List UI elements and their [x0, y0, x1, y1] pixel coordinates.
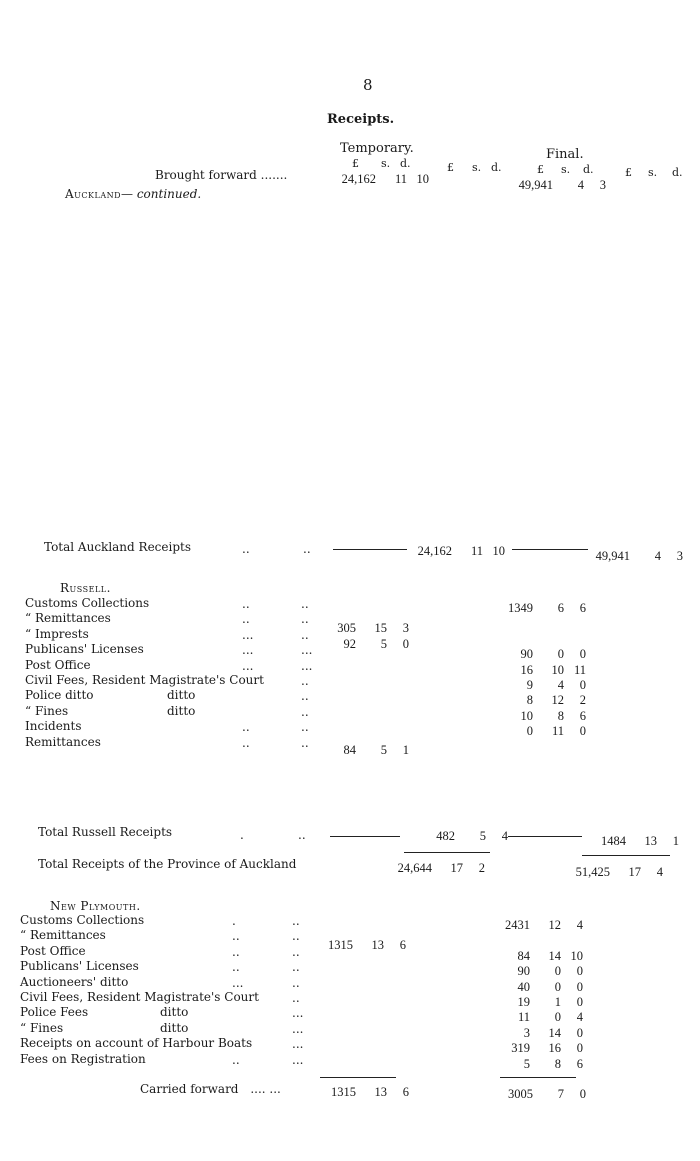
line-item-label: Civil Fees, Resident Magistrate's Court [20, 990, 259, 1004]
province-total-final-shillings: 17 [628, 865, 641, 879]
line-item-label: “ Remittances [25, 611, 111, 626]
line-item-final-shillings: 6 [557, 601, 564, 615]
column-unit-pence: d. [583, 163, 594, 176]
carried-forward-label [140, 1082, 281, 1096]
brought-forward-label [155, 168, 287, 182]
line-item-label: “ Remittances [20, 928, 106, 943]
carried-forward-temp-pence: 6 [402, 1085, 409, 1099]
line-item-temp-shillings: 13 [371, 938, 384, 953]
line-item-final-pence: 4 [576, 1010, 583, 1025]
line-item-final-pounds: 11 [517, 1010, 530, 1025]
line-item-final-pence: 0 [576, 1025, 583, 1040]
russell-total-temp-pounds: 482 [436, 829, 455, 843]
total-rule [582, 855, 670, 856]
auckland-total-final-pounds: 49,941 [595, 549, 630, 563]
leader-dots: ... [292, 1037, 304, 1052]
total-rule [404, 852, 490, 853]
leader-dots: .. [292, 960, 300, 975]
line-item-final-pounds: 319 [511, 1041, 530, 1056]
column-unit-pound: £ [537, 163, 544, 176]
line-item-final-pence: 0 [579, 724, 586, 739]
line-item-final-shillings: 0 [554, 979, 561, 994]
line-item-final-pounds: 0 [526, 724, 533, 739]
auckland-total-final-shillings: 4 [654, 549, 661, 563]
line-item-label: “ Imprests [25, 626, 89, 641]
carried-forward-dots: .... ... [250, 1082, 281, 1096]
line-item-label: Receipts on account of Harbour Boats [20, 1036, 253, 1051]
leader-dots: .. [232, 944, 240, 959]
column-unit-pound: £ [447, 161, 454, 174]
column-unit-pound: £ [625, 166, 632, 179]
line-item-final-pounds: 84 [517, 948, 530, 963]
column-unit-pound: £ [352, 157, 359, 170]
brought-forward-dots: ....... [260, 168, 288, 182]
line-item-final-shillings: 14 [548, 1025, 561, 1040]
total-russell-label: Total Russell Receipts [38, 825, 173, 839]
subtotal-rule [320, 1077, 396, 1078]
line-item-label: Incidents [25, 719, 82, 734]
line-item-final-pence: 6 [579, 708, 586, 723]
line-item-final-pence: 4 [576, 918, 583, 932]
leader-dots: . [240, 828, 244, 842]
brought-forward-temp-pence: 10 [416, 172, 429, 186]
leader-dots: .. [301, 704, 309, 719]
line-item-final-pounds: 10 [520, 708, 533, 723]
ditto-mark: ditto [160, 1020, 189, 1035]
line-item-label: Customs Collections [25, 596, 150, 610]
line-item-temp-pounds: 1315 [328, 938, 353, 953]
russell-total-final-pence: 1 [672, 834, 679, 848]
province-total-temp-pounds: 24,644 [397, 861, 432, 875]
leader-dots: .. [242, 597, 250, 611]
leader-dots: ... [242, 658, 254, 673]
line-item-final-pounds: 9 [526, 678, 533, 692]
line-item-final-pence: 0 [579, 647, 586, 662]
leader-dots: .. [242, 735, 250, 750]
line-item-final-shillings: 12 [551, 693, 564, 708]
line-item-label: Fees on Registration [20, 1051, 146, 1066]
line-item-final-shillings: 12 [548, 918, 561, 932]
carried-forward-final-shillings: 7 [557, 1087, 564, 1101]
auckland-continued: — continued. [121, 187, 202, 201]
new-plymouth-heading: New Plymouth. [50, 899, 141, 913]
russell-total-temp-pence: 4 [501, 829, 508, 843]
line-item-temp-pence: 1 [402, 742, 409, 757]
line-item-label: Auctioneers' ditto [20, 974, 129, 989]
line-item-label: Post Office [25, 657, 91, 672]
line-item-final-pence: 11 [573, 662, 586, 677]
line-item-temp-pence: 0 [402, 636, 409, 651]
column-unit-shilling: s. [561, 163, 571, 176]
province-total-label: Total Receipts of the Province of Auckland [38, 857, 297, 871]
leader-dots: ... [242, 643, 254, 658]
leader-dots: .. [301, 627, 309, 642]
russell-heading: Russell. [60, 581, 111, 595]
province-total-temp-shillings: 17 [450, 861, 463, 875]
province-total-final-pence: 4 [656, 865, 663, 879]
line-item-final-pence: 6 [579, 601, 586, 615]
line-item-temp-pence: 3 [402, 621, 409, 636]
leader-dots: .. [292, 991, 300, 1005]
leader-dots: .. [242, 542, 250, 556]
auckland-total-final-pence: 3 [676, 549, 683, 563]
carried-forward-temp-pounds: 1315 [331, 1085, 356, 1099]
leader-dots: . [232, 914, 236, 928]
line-item-final-pounds: 40 [517, 979, 530, 994]
line-item-label: Civil Fees, Resident Magistrate's Court [25, 673, 264, 687]
line-item-final-pounds: 16 [520, 662, 533, 677]
leader-dots: ... [292, 1006, 304, 1021]
column-unit-shilling: s. [381, 157, 391, 170]
brought-forward-temp-shillings: 11 [394, 172, 407, 186]
line-item-final-shillings: 16 [548, 1041, 561, 1056]
line-item-final-shillings: 8 [557, 708, 564, 723]
line-item-temp-shillings: 5 [380, 742, 387, 757]
leader-dots: .. [292, 944, 300, 959]
column-unit-pence: d. [491, 161, 502, 174]
subtotal-rule [500, 1077, 576, 1078]
leader-dots: .. [242, 720, 250, 735]
line-item-final-shillings: 4 [557, 678, 564, 692]
province-total-final-pounds: 51,425 [575, 865, 610, 879]
auckland-heading [65, 187, 201, 201]
carried-forward-text: Carried forward [140, 1082, 239, 1096]
auckland-total-temp-shillings: 11 [470, 544, 483, 558]
carried-forward-final-pounds: 3005 [508, 1087, 533, 1101]
line-item-final-pence: 0 [576, 995, 583, 1009]
leader-dots: .. [301, 674, 309, 688]
line-item-temp-pence: 6 [399, 938, 406, 953]
line-item-final-pence: 0 [576, 1041, 583, 1056]
final-column-heading: Final. [546, 147, 584, 162]
ditto-mark: ditto [167, 703, 196, 718]
brought-forward-text: Brought forward [155, 168, 257, 182]
line-item-final-shillings: 1 [554, 995, 561, 1009]
line-item-label: Police Fees [20, 1005, 89, 1020]
leader-dots: .. [292, 929, 300, 944]
line-item-final-shillings: 0 [554, 964, 561, 979]
line-item-final-shillings: 8 [554, 1056, 561, 1071]
leader-dots: .. [232, 960, 240, 975]
leader-dots: .. [232, 929, 240, 944]
temporary-column-heading: Temporary. [340, 141, 414, 156]
line-item-final-pence: 2 [579, 693, 586, 708]
line-item-final-pounds: 90 [520, 647, 533, 662]
leader-dots: .. [292, 975, 300, 990]
leader-dots: .. [292, 914, 300, 928]
line-item-label: “ Fines [20, 1020, 64, 1035]
leader-dots: .. [232, 1052, 240, 1067]
line-item-final-shillings: 0 [557, 647, 564, 662]
line-item-final-pence: 6 [576, 1056, 583, 1071]
leader-dots: ... [232, 975, 244, 990]
line-item-temp-pounds: 84 [343, 742, 356, 757]
line-item-label: Remittances [25, 734, 101, 749]
leader-dots: .. [303, 542, 311, 556]
carried-forward-final-pence: 0 [579, 1087, 586, 1101]
auckland-total-temp-pence: 10 [492, 544, 505, 558]
leader-dots: .. [298, 828, 306, 842]
leader-dots: .. [242, 612, 250, 627]
russell-total-final-shillings: 13 [644, 834, 657, 848]
line-item-final-pence: 0 [579, 678, 586, 692]
leader-dots: ... [292, 1021, 304, 1036]
line-item-label: Publicans' Licenses [20, 959, 139, 974]
line-item-final-shillings: 14 [548, 948, 561, 963]
carried-forward-temp-shillings: 13 [374, 1085, 387, 1099]
line-item-label: Police ditto [25, 688, 94, 703]
line-item-final-pounds: 5 [523, 1056, 530, 1071]
line-item-label: Publicans' Licenses [25, 642, 144, 657]
brought-forward-final-pence: 3 [599, 178, 606, 192]
line-item-final-pounds: 1349 [508, 601, 533, 615]
leader-dots: ... [292, 1052, 304, 1067]
auckland-name: Auckland [65, 187, 122, 201]
line-item-final-pounds: 90 [517, 964, 530, 979]
leader-dots: ... [242, 627, 254, 642]
leader-dots: .. [301, 689, 309, 704]
leader-dots: .. [301, 597, 309, 611]
leader-dots: ... [301, 658, 313, 673]
ditto-mark: ditto [160, 1005, 189, 1020]
total-auckland-label: Total Auckland Receipts [44, 540, 191, 554]
brought-forward-final-pounds: 49,941 [518, 178, 553, 192]
line-item-final-pounds: 2431 [505, 918, 530, 932]
leader-dots: ... [301, 643, 313, 658]
brought-forward-final-shillings: 4 [577, 178, 584, 192]
line-item-temp-shillings: 5 [380, 636, 387, 651]
line-item-label: “ Fines [25, 703, 69, 718]
leader-dots: .. [301, 612, 309, 627]
leader-dots: .. [301, 720, 309, 735]
page-title: Receipts. [327, 112, 395, 127]
line-item-label: Post Office [20, 943, 86, 958]
russell-total-temp-shillings: 5 [479, 829, 486, 843]
line-item-temp-shillings: 15 [374, 621, 387, 636]
column-unit-pence: d. [400, 157, 411, 170]
line-item-final-pounds: 19 [517, 995, 530, 1009]
line-item-final-shillings: 0 [554, 1010, 561, 1025]
line-item-temp-pounds: 305 [337, 621, 356, 636]
auckland-total-temp-pounds: 24,162 [417, 544, 452, 558]
russell-total-final-pounds: 1484 [601, 834, 626, 848]
line-item-temp-pounds: 92 [343, 636, 356, 651]
column-unit-shilling: s. [648, 166, 658, 179]
leader-dots: .. [301, 735, 309, 750]
ditto-mark: ditto [167, 688, 196, 703]
line-item-final-pence: 10 [570, 948, 583, 963]
column-unit-pence: d. [672, 166, 683, 179]
province-total-temp-pence: 2 [478, 861, 485, 875]
line-item-label: Customs Collections [20, 913, 145, 927]
dash-rule [330, 836, 400, 837]
line-item-final-shillings: 10 [551, 662, 564, 677]
brought-forward-temp-pounds: 24,162 [341, 172, 376, 186]
line-item-final-pence: 0 [576, 964, 583, 979]
column-unit-shilling: s. [472, 161, 482, 174]
line-item-final-pounds: 3 [523, 1025, 530, 1040]
line-item-final-pence: 0 [576, 979, 583, 994]
line-item-final-shillings: 11 [551, 724, 564, 739]
page-number: 8 [363, 76, 373, 94]
line-item-final-pounds: 8 [526, 693, 533, 708]
